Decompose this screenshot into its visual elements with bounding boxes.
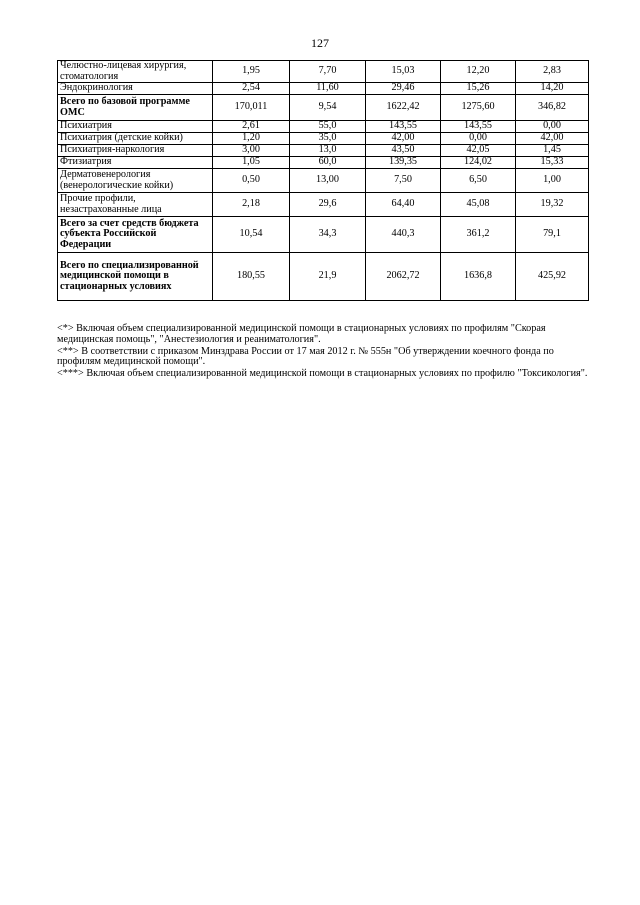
table-cell: 35,0 xyxy=(290,133,366,145)
table-cell: 1275,60 xyxy=(441,95,516,121)
table-cell: 1,95 xyxy=(213,61,290,83)
table-row xyxy=(58,145,589,157)
table-cell: 29,46 xyxy=(366,83,441,95)
table-row-total xyxy=(58,217,589,253)
table-cell: 10,54 xyxy=(213,217,290,253)
table-cell: 9,54 xyxy=(290,95,366,121)
table-cell: 79,1 xyxy=(516,217,589,253)
table-cell: 0,00 xyxy=(441,133,516,145)
table-cell: 2062,72 xyxy=(366,253,441,301)
table-cell: 21,9 xyxy=(290,253,366,301)
table-cell: 180,55 xyxy=(213,253,290,301)
table-row xyxy=(58,121,589,133)
table-cell: 19,32 xyxy=(516,193,589,217)
table-cell: 42,05 xyxy=(441,145,516,157)
table-cell: 55,0 xyxy=(290,121,366,133)
row-label: Всего по базовой программе ОМС xyxy=(58,95,213,121)
table-cell: 34,3 xyxy=(290,217,366,253)
table-cell: 15,26 xyxy=(441,83,516,95)
table-row-total xyxy=(58,253,589,301)
table-cell: 2,54 xyxy=(213,83,290,95)
table-cell: 170,011 xyxy=(213,95,290,121)
table-cell: 0,50 xyxy=(213,169,290,193)
table-cell: 440,3 xyxy=(366,217,441,253)
row-label: Дерматовенерология (венерологические койки) xyxy=(58,169,213,193)
table-cell: 29,6 xyxy=(290,193,366,217)
footnote: <*> Включая объем специализированной медицинской помощи в стационарных условиях по профилям "Скорая медицинская помощь", "Анестезиология и реаниматология". xyxy=(57,323,546,345)
table-cell: 143,55 xyxy=(441,121,516,133)
table-cell: 42,00 xyxy=(366,133,441,145)
table-row xyxy=(58,169,589,193)
table-cell: 1636,8 xyxy=(441,253,516,301)
table-row xyxy=(58,61,589,83)
row-label: Всего за счет средств бюджета субъекта Российской Федерации xyxy=(58,217,213,253)
row-label: Фтизиатрия xyxy=(58,157,213,169)
table-cell: 143,55 xyxy=(366,121,441,133)
table-cell: 7,70 xyxy=(290,61,366,83)
table-cell: 13,0 xyxy=(290,145,366,157)
table-cell: 6,50 xyxy=(441,169,516,193)
row-label: Челюстно-лицевая хирургия, стоматология xyxy=(58,61,213,83)
table-cell: 1,00 xyxy=(516,169,589,193)
table-row xyxy=(58,83,589,95)
table-row xyxy=(58,133,589,145)
table-cell: 13,00 xyxy=(290,169,366,193)
footnotes xyxy=(57,324,597,381)
table-cell: 2,61 xyxy=(213,121,290,133)
table-cell: 43,50 xyxy=(366,145,441,157)
table-cell: 15,33 xyxy=(516,157,589,169)
table-cell: 2,83 xyxy=(516,61,589,83)
table-cell: 1,20 xyxy=(213,133,290,145)
table-cell: 42,00 xyxy=(516,133,589,145)
table-cell: 124,02 xyxy=(441,157,516,169)
table-cell: 1,05 xyxy=(213,157,290,169)
table-cell: 0,00 xyxy=(516,121,589,133)
table-cell: 1622,42 xyxy=(366,95,441,121)
row-label: Прочие профили, незастрахованные лица xyxy=(58,193,213,217)
row-label: Психиатрия-наркология xyxy=(58,145,213,157)
table-row xyxy=(58,193,589,217)
table-cell: 3,00 xyxy=(213,145,290,157)
table-row-total xyxy=(58,95,589,121)
table-cell: 60,0 xyxy=(290,157,366,169)
table-cell: 346,82 xyxy=(516,95,589,121)
table-row xyxy=(58,157,589,169)
table-cell: 15,03 xyxy=(366,61,441,83)
table-cell: 361,2 xyxy=(441,217,516,253)
table-cell: 14,20 xyxy=(516,83,589,95)
table-cell: 12,20 xyxy=(441,61,516,83)
table-cell: 45,08 xyxy=(441,193,516,217)
table-cell: 425,92 xyxy=(516,253,589,301)
row-label: Психиатрия (детские койки) xyxy=(58,133,213,145)
table-cell: 11,60 xyxy=(290,83,366,95)
row-label: Эндокринология xyxy=(58,83,213,95)
row-label: Всего по специализированной медицинской помощи в стационарных условиях xyxy=(58,253,213,301)
page-number: 127 xyxy=(311,36,329,50)
table-cell: 64,40 xyxy=(366,193,441,217)
footnote: <**> В соответствии с приказом Минздрава России от 17 мая 2012 г. № 555н "Об утверждении коечного фонда по профилям медицинской помощи". xyxy=(57,345,554,368)
table-cell: 2,18 xyxy=(213,193,290,217)
row-label: Психиатрия xyxy=(58,121,213,133)
table-cell: 1,45 xyxy=(516,145,589,157)
footnote: <***> Включая объем специализированной медицинской помощи в стационарных условиях по профилю "Токсикология". xyxy=(57,368,588,380)
table-cell: 7,50 xyxy=(366,169,441,193)
hospital-capacity-table xyxy=(57,60,589,301)
table-cell: 139,35 xyxy=(366,157,441,169)
